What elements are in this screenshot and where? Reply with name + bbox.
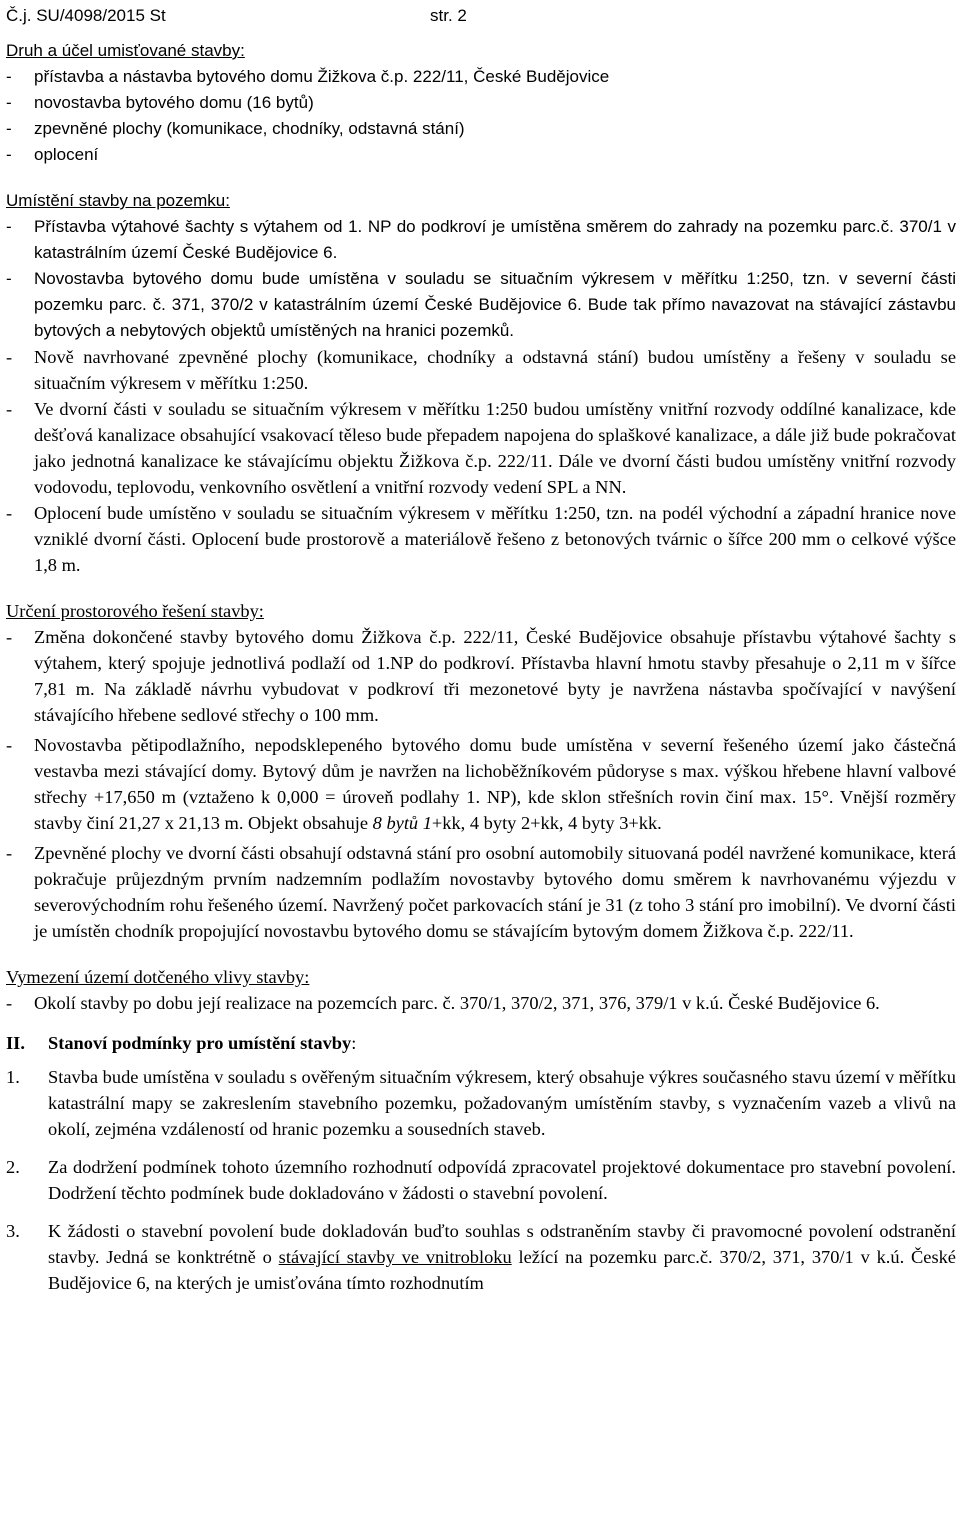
heading-umisteni: Umístění stavby na pozemku:	[6, 191, 230, 210]
list-item: - Zpevněné plochy ve dvorní části obsahují odstavná stání pro osobní automobily situovaná podél navržené komunikace, která pokračuje průjezdným prvním nadzemním podlažím novostavby bytového domu směrem k navrhovanému výjezdu v severovýchodním rohu řešeného území. Navržený počet parkovacích stání je 31 (z toho 3 stání pro imobilní). Ve dvorní části je umístěn chodník propojující novostavbu bytového domu se stávajícím bytovým domem Žižkova č.p. 222/11.	[6, 843, 956, 941]
list-item: - oplocení	[6, 145, 99, 164]
page-number: str. 2	[430, 6, 467, 25]
section-vymezeni	[6, 964, 956, 1016]
condition-item: 2. Za dodržení podmínek tohoto územního rozhodnutí odpovídá zpracovatel projektové dokumentace pro stavební povolení. Dodržení těchto podmínek bude dokladováno v žádosti o stavební povolení.	[6, 1157, 956, 1203]
list-item: - Změna dokončené stavby bytového domu Žižkova č.p. 222/11, České Budějovice obsahuje přístavbu výtahové šachty s výtahem, který spojuje jednotlivá podlaží od 1.NP do podkroví. Přístavba hlavní hmotu stavby přesahuje o 2,11 m v šířce 7,81 m. Na základě návrhu vybudovat v podkroví tři mezonetové byty je navržena nástavba spočívající v navýšení stávajícího hřebene sedlové střechy o 100 mm.	[6, 627, 956, 725]
section-podminky	[6, 1030, 956, 1296]
section-umisteni	[6, 188, 956, 578]
list-item: - přístavba a nástavba bytového domu Žižkova č.p. 222/11, České Budějovice	[6, 67, 610, 86]
heading-urceni: Určení prostorového řešení stavby:	[6, 601, 264, 621]
urceni-list	[6, 624, 956, 944]
heading-druh: Druh a účel umisťované stavby:	[6, 41, 245, 60]
list-item: - Nově navrhované zpevněné plochy (komunikace, chodníky a odstavná stání) budou umístěny a řešeny v souladu se situačním výkresem v měřítku 1:250.	[6, 347, 956, 393]
conditions-list	[6, 1064, 956, 1296]
reference-number: Č.j. SU/4098/2015 St	[6, 6, 166, 25]
list-item: - Novostavba pětipodlažního, nepodsklepeného bytového domu bude umístěna v severní řešeného území jako částečná vestavba mezi stávající domy. Bytový dům je navržen na lichoběžníkovém půdoryse s max. výškou hřebene hlavní valbové střechy +17,650 m (vztaženo k 0,000 = úroveň podlahy 1. NP), kde sklon střešních rovin činí max. 15°. Vnější rozměry stavby činí 21,27 x 21,13 m. Objekt obsahuje 8 bytů 1+kk, 4 byty 2+kk, 4 byty 3+kk.	[6, 735, 956, 833]
list-item: - Přístavba výtahové šachty s výtahem od 1. NP do podkroví je umístěna směrem do zahrady na pozemku parc.č. 370/1 v katastrálním území České Budějovice 6.	[6, 217, 956, 262]
umisteni-list	[6, 214, 956, 578]
condition-item: 3. K žádosti o stavební povolení bude dokladován buďto souhlas s odstraněním stavby či pravomocné povolení odstranění stavby. Jedná se konktrétně o stávající stavby ve vnitrobloku ležící na pozemku parc.č. 370/2, 371, 370/1 v k.ú. České Budějovice 6, na kterých je umisťována tímto rozhodnutím	[6, 1221, 956, 1293]
vymezeni-list	[6, 990, 956, 1016]
list-item: - Novostavba bytového domu bude umístěna v souladu se situačním výkresem v měřítku 1:250, tzn. v severní části pozemku parc. č. 371, 370/2 v katastrálním území České Budějovice 6. Bude tak přímo navazovat na stávající zástavbu bytových a nebytových objektů umístěných na hranici pozemků.	[6, 269, 956, 340]
list-item: - novostavba bytového domu (16 bytů)	[6, 93, 314, 112]
condition-item: 1. Stavba bude umístěna v souladu s ověřeným situačním výkresem, který obsahuje výkres současného stavu území v měřítku katastrální mapy se zakreslením stavebního pozemku, požadovaným umístěním stavby, s vyznačením vazeb a vlivů na okolí, zejména vzdáleností od hranic pozemku a sousedních staveb.	[6, 1067, 956, 1139]
heading-vymezeni: Vymezení území dotčeného vlivy stavby:	[6, 967, 310, 987]
list-item: - Oplocení bude umístěno v souladu se situačním výkresem v měřítku 1:250, tzn. na podél východní a západní hranice nove vzniklé dvorní části. Oplocení bude prostorově a materiálově řešeno z betonových tvárnic o šířce 200 mm o celkové výšce 1,8 m.	[6, 503, 956, 575]
page-header	[6, 2, 956, 30]
section-urceni	[6, 598, 956, 944]
list-item: - Ve dvorní části v souladu se situačním výkresem v měřítku 1:250 budou umístěny vnitřní rozvody oddílné kanalizace, kde dešťová kanalizace obsahující vsakovací těleso bude přepadem napojena do splaškové kanalizace, a dále již bude pokračovat jako jednotná kanalizace ke stávajícímu objektu Žižkova č.p. 222/11. Dále ve dvorní části budou umístěny vnitřní rozvody vodovodu, teplovodu, venkovního osvětlení a vnitřní rozvody vedení SPL a NN.	[6, 399, 957, 497]
section-heading: II. Stanoví podmínky pro umístění stavby:	[6, 1033, 357, 1053]
list-item: - zpevněné plochy (komunikace, chodníky, odstavná stání)	[6, 119, 465, 138]
section-druh	[6, 38, 956, 168]
list-item: - Okolí stavby po dobu její realizace na pozemcích parc. č. 370/1, 370/2, 371, 376, 379/1 v k.ú. České Budějovice 6.	[6, 993, 880, 1013]
druh-list	[6, 64, 956, 168]
